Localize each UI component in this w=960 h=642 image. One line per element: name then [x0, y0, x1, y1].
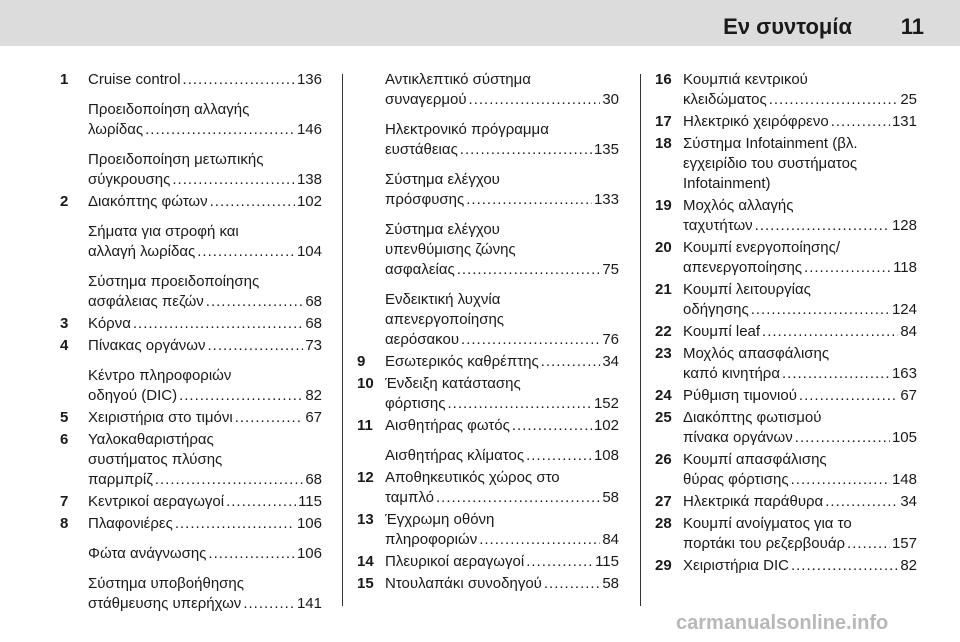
index-entry: [60, 222, 322, 262]
index-entry: [60, 544, 322, 564]
entry-label: ασφαλείας: [385, 261, 455, 278]
entry-label: ταχυτήτων: [683, 217, 753, 234]
entry-reference-line: [88, 514, 322, 534]
entry-reference-line: [683, 556, 917, 576]
entry-label: πρόσφυσης: [385, 191, 465, 208]
page-reference[interactable]: 68: [305, 293, 322, 310]
entry-text-line: Κέντρο πληροφοριών: [88, 367, 232, 384]
entry-text-line: Κουμπί ενεργοποίησης/: [683, 239, 841, 256]
page-reference[interactable]: 30: [602, 91, 619, 108]
entry-text-line: Κουμπί ανοίγματος για το: [683, 515, 852, 532]
entry-reference-line: [683, 216, 917, 236]
entry-reference-line: [88, 314, 322, 334]
entry-label: πορτάκι του ρεζερβουάρ: [683, 535, 846, 552]
index-entry: [655, 112, 917, 132]
page-reference[interactable]: 82: [305, 387, 322, 404]
dot-leader: [799, 386, 898, 406]
index-entry: [655, 386, 917, 406]
page-reference[interactable]: 84: [900, 323, 917, 340]
page-reference[interactable]: 138: [296, 171, 322, 188]
dot-leader: [206, 292, 304, 312]
item-number: 15: [357, 575, 374, 592]
entry-label: θύρας φόρτισης: [683, 471, 789, 488]
dot-leader: [447, 394, 591, 414]
entry-reference-line: [683, 90, 917, 110]
entry-reference-line: [88, 120, 322, 140]
item-number: 24: [655, 387, 672, 404]
page-reference[interactable]: 34: [602, 353, 619, 370]
dot-leader: [207, 336, 303, 356]
entry-text-line: Αποθηκευτικός χώρος στο: [385, 469, 560, 486]
entry-label: Φώτα ανάγνωσης: [88, 545, 207, 562]
entry-text-line: Σύστημα ελέγχου: [385, 171, 500, 188]
entry-text-line: Ηλεκτρονικό πρόγραμμα: [385, 121, 549, 138]
dot-leader: [769, 90, 899, 110]
index-entry: [357, 574, 619, 594]
index-entry: [655, 492, 917, 512]
entry-reference-line: [683, 492, 917, 512]
page-reference[interactable]: 25: [900, 91, 917, 108]
dot-leader: [755, 216, 890, 236]
dot-leader: [791, 470, 890, 490]
entry-label: αερόσακου: [385, 331, 460, 348]
item-number: 5: [60, 409, 69, 426]
dot-leader: [145, 120, 295, 140]
dot-leader: [466, 190, 592, 210]
item-number: 9: [357, 353, 366, 370]
entry-reference-line: [683, 534, 917, 554]
item-number: 10: [357, 375, 374, 392]
item-number: 12: [357, 469, 374, 486]
dot-leader: [795, 428, 890, 448]
page-reference[interactable]: 148: [891, 471, 917, 488]
item-number: 19: [655, 197, 672, 214]
entry-reference-line: [385, 260, 619, 280]
index-entry: [60, 574, 322, 614]
dot-leader: [172, 170, 295, 190]
entry-text-line: Σύστημα προειδοποίησης: [88, 273, 260, 290]
entry-text-line: εγχειρίδιο του συστήματος: [683, 155, 858, 172]
dot-leader: [762, 322, 898, 342]
entry-reference-line: [683, 258, 917, 278]
dot-leader: [183, 70, 295, 90]
index-entry: [357, 510, 619, 550]
entry-reference-line: [683, 470, 917, 490]
entry-label: κλειδώματος: [683, 91, 767, 108]
dot-leader: [235, 408, 304, 428]
item-number: 21: [655, 281, 672, 298]
index-entry: [357, 446, 619, 466]
dot-leader: [526, 446, 592, 466]
dot-leader: [782, 364, 890, 384]
index-entry: [60, 314, 322, 334]
entry-label: πληροφοριών: [385, 531, 478, 548]
page-reference[interactable]: 152: [593, 395, 619, 412]
entry-reference-line: [683, 112, 917, 132]
entry-reference-line: [88, 170, 322, 190]
entry-label: στάθμευσης υπερήχων: [88, 595, 242, 612]
entry-label: οδηγού (DIC): [88, 387, 178, 404]
index-entry: [357, 416, 619, 436]
entry-text-line: Διακόπτης φωτισμού: [683, 409, 822, 426]
item-number: 27: [655, 493, 672, 510]
entry-text-line: συστήματος πλύσης: [88, 451, 223, 468]
page-reference[interactable]: 73: [305, 337, 322, 354]
dot-leader: [791, 556, 898, 576]
index-entry: [655, 408, 917, 448]
entry-reference-line: [683, 322, 917, 342]
item-number: 13: [357, 511, 374, 528]
page-reference[interactable]: 102: [593, 417, 619, 434]
dot-leader: [210, 192, 295, 212]
entry-label: Αισθητήρας κλίματος: [385, 447, 525, 464]
entry-label: απενεργοποίησης: [683, 259, 803, 276]
entry-reference-line: [683, 428, 917, 448]
item-number: 20: [655, 239, 672, 256]
entry-reference-line: [88, 386, 322, 406]
dot-leader: [457, 260, 601, 280]
entry-reference-line: [88, 70, 322, 90]
item-number: 3: [60, 315, 69, 332]
page-reference[interactable]: 146: [296, 121, 322, 138]
entry-label: οδήγησης: [683, 301, 749, 318]
entry-label: αλλαγή λωρίδας: [88, 243, 196, 260]
page-reference[interactable]: 75: [602, 261, 619, 278]
index-entry: [655, 196, 917, 236]
entry-reference-line: [385, 352, 619, 372]
entry-reference-line: [683, 386, 917, 406]
page-title: Εν συντομία: [723, 14, 852, 39]
entry-label: ασφάλειας πεζών: [88, 293, 204, 310]
entry-label: Πλευρικοί αεραγωγοί: [385, 553, 525, 570]
index-entry: [60, 70, 322, 90]
entry-label: φόρτισης: [385, 395, 446, 412]
index-entry: [655, 280, 917, 320]
page-reference[interactable]: 105: [891, 429, 917, 446]
entry-label: ευστάθειας: [385, 141, 458, 158]
dot-leader: [751, 300, 890, 320]
page-reference[interactable]: 106: [296, 515, 322, 532]
entry-reference-line: [385, 190, 619, 210]
entry-label: Ρύθμιση τιμονιού: [683, 387, 797, 404]
entry-label: σύγκρουσης: [88, 171, 171, 188]
item-number: 25: [655, 409, 672, 426]
page-number: 11: [900, 14, 924, 39]
dot-leader: [469, 90, 601, 110]
item-number: 2: [60, 193, 69, 210]
entry-reference-line: [683, 300, 917, 320]
entry-label: Πλαφονιέρες: [88, 515, 173, 532]
entry-text-line: Κουμπί απασφάλισης: [683, 451, 827, 468]
entry-text-line: Σύστημα ελέγχου: [385, 221, 500, 238]
entry-reference-line: [385, 488, 619, 508]
entry-label: Ηλεκτρικά παράθυρα: [683, 493, 824, 510]
page-reference[interactable]: 136: [296, 71, 322, 88]
entry-text-line: Προειδοποίηση μετωπικής: [88, 151, 264, 168]
dot-leader: [804, 258, 891, 278]
index-entry: [60, 430, 322, 490]
entry-reference-line: [385, 394, 619, 414]
index-entry: [357, 352, 619, 372]
page-reference[interactable]: 115: [595, 553, 619, 570]
entry-label: Αισθητήρας φωτός: [385, 417, 510, 434]
entry-reference-line: [385, 140, 619, 160]
entry-label: παρμπρίζ: [88, 471, 153, 488]
index-entry: [655, 238, 917, 278]
index-entry: [357, 374, 619, 414]
entry-label: Χειριστήρια DIC: [683, 557, 789, 574]
item-number: 14: [357, 553, 374, 570]
dot-leader: [243, 594, 295, 614]
entry-reference-line: [385, 552, 619, 572]
dot-leader: [226, 492, 296, 512]
entry-label: Χειριστήρια στο τιμόνι: [88, 409, 233, 426]
page-reference[interactable]: 133: [593, 191, 619, 208]
entry-text-line: Έγχρωμη οθόνη: [385, 511, 495, 528]
entry-reference-line: [88, 292, 322, 312]
entry-reference-line: [385, 446, 619, 466]
entry-text-line: Αντικλεπτικό σύστημα: [385, 71, 531, 88]
page-reference[interactable]: 163: [891, 365, 917, 382]
dot-leader: [544, 574, 600, 594]
page-reference[interactable]: 104: [296, 243, 322, 260]
entry-label: καπό κινητήρα: [683, 365, 780, 382]
entry-reference-line: [385, 574, 619, 594]
index-entry: [357, 120, 619, 160]
dot-leader: [847, 534, 890, 554]
index-entry: [60, 150, 322, 190]
entry-text-line: Σύστημα υποβοήθησης: [88, 575, 244, 592]
entry-text-line: Infotainment): [683, 175, 771, 192]
index-column-1: [60, 70, 322, 614]
page-reference[interactable]: 141: [296, 595, 322, 612]
dot-leader: [526, 552, 593, 572]
index-column-2: [357, 70, 619, 594]
index-entry: [60, 366, 322, 406]
page-reference[interactable]: 124: [891, 301, 917, 318]
dot-leader: [825, 492, 898, 512]
entry-text-line: απενεργοποίησης: [385, 311, 505, 328]
index-entry: [357, 552, 619, 572]
entry-reference-line: [88, 544, 322, 564]
item-number: 17: [655, 113, 672, 130]
watermark: carmanualsonline.info: [676, 612, 889, 634]
index-entry: [357, 220, 619, 280]
page-reference[interactable]: 157: [891, 535, 917, 552]
entry-label: Cruise control: [88, 71, 181, 88]
item-number: 11: [357, 417, 373, 434]
page-reference[interactable]: 128: [891, 217, 917, 234]
index-entry: [60, 492, 322, 512]
index-entry: [655, 514, 917, 554]
index-column-3: [655, 70, 917, 576]
entry-reference-line: [683, 364, 917, 384]
item-number: 7: [60, 493, 69, 510]
entry-reference-line: [88, 594, 322, 614]
item-number: 4: [60, 337, 69, 354]
dot-leader: [175, 514, 295, 534]
entry-text-line: υπενθύμισης ζώνης: [385, 241, 516, 258]
dot-leader: [460, 140, 592, 160]
entry-label: Διακόπτης φώτων: [88, 193, 208, 210]
dot-leader: [831, 112, 890, 132]
entry-label: Κόρνα: [88, 315, 131, 332]
page-reference[interactable]: 115: [298, 493, 322, 510]
entry-label: Ηλεκτρικό χειρόφρενο: [683, 113, 829, 130]
entry-text-line: Μοχλός αλλαγής: [683, 197, 794, 214]
page-reference[interactable]: 131: [891, 113, 917, 130]
page-reference[interactable]: 68: [305, 471, 322, 488]
page-reference[interactable]: 102: [296, 193, 322, 210]
dot-leader: [155, 470, 304, 490]
item-number: 29: [655, 557, 672, 574]
item-number: 1: [60, 71, 69, 88]
item-number: 16: [655, 71, 672, 88]
page-reference[interactable]: 58: [602, 489, 619, 506]
entry-reference-line: [385, 530, 619, 550]
index-entry: [60, 408, 322, 428]
entry-label: πίνακα οργάνων: [683, 429, 793, 446]
entry-reference-line: [88, 242, 322, 262]
index-entry: [357, 70, 619, 110]
item-number: 23: [655, 345, 672, 362]
dot-leader: [179, 386, 303, 406]
index-entry: [60, 514, 322, 534]
entry-label: Πίνακας οργάνων: [88, 337, 206, 354]
dot-leader: [541, 352, 601, 372]
column-divider: [342, 74, 343, 606]
entry-reference-line: [385, 416, 619, 436]
entry-label: Κουμπί leaf: [683, 323, 761, 340]
page-reference[interactable]: 84: [602, 531, 619, 548]
dot-leader: [208, 544, 295, 564]
index-entry: [357, 170, 619, 210]
page-reference[interactable]: 76: [602, 331, 619, 348]
entry-label: Κεντρικοί αεραγωγοί: [88, 493, 225, 510]
dot-leader: [461, 330, 600, 350]
dot-leader: [436, 488, 600, 508]
item-number: 22: [655, 323, 672, 340]
index-entry: [60, 272, 322, 312]
entry-reference-line: [88, 492, 322, 512]
entry-text-line: Ενδεικτική λυχνία: [385, 291, 501, 308]
dot-leader: [197, 242, 295, 262]
item-number: 26: [655, 451, 672, 468]
item-number: 28: [655, 515, 672, 532]
entry-text-line: Σύστημα Infotainment (βλ.: [683, 135, 858, 152]
index-entry: [655, 450, 917, 490]
page-header: [0, 0, 960, 46]
item-number: 8: [60, 515, 69, 532]
page-reference[interactable]: 135: [593, 141, 619, 158]
index-entry: [655, 322, 917, 342]
entry-label: ταμπλό: [385, 489, 434, 506]
index-entry: [655, 134, 917, 194]
dot-leader: [512, 416, 592, 436]
entry-reference-line: [88, 336, 322, 356]
entry-label: Εσωτερικός καθρέπτης: [385, 353, 539, 370]
entry-text-line: Υαλοκαθαριστήρας: [88, 431, 214, 448]
entry-reference-line: [385, 330, 619, 350]
index-entry: [655, 344, 917, 384]
index-entry: [655, 70, 917, 110]
index-entry: [60, 192, 322, 212]
dot-leader: [133, 314, 303, 334]
entry-reference-line: [88, 408, 322, 428]
entry-text-line: Κουμπί λειτουργίας: [683, 281, 811, 298]
entry-label: Ντουλαπάκι συνοδηγού: [385, 575, 542, 592]
index-entry: [60, 336, 322, 356]
entry-label: λωρίδας: [88, 121, 144, 138]
dot-leader: [479, 530, 600, 550]
page-reference[interactable]: 58: [602, 575, 619, 592]
page-reference[interactable]: 68: [305, 315, 322, 332]
page-reference[interactable]: 34: [900, 493, 917, 510]
item-number: 6: [60, 431, 69, 448]
index-entry: [60, 100, 322, 140]
index-entry: [655, 556, 917, 576]
entry-reference-line: [385, 90, 619, 110]
page-reference[interactable]: 108: [593, 447, 619, 464]
item-number: 18: [655, 135, 672, 152]
entry-reference-line: [88, 192, 322, 212]
index-entry: [357, 468, 619, 508]
page-reference[interactable]: 67: [900, 387, 917, 404]
entry-text-line: Ένδειξη κατάστασης: [385, 375, 521, 392]
entry-text-line: Κουμπιά κεντρικού: [683, 71, 808, 88]
column-divider: [640, 74, 641, 606]
entry-text-line: Μοχλός απασφάλισης: [683, 345, 830, 362]
entry-text-line: Προειδοποίηση αλλαγής: [88, 101, 250, 118]
page-reference[interactable]: 82: [900, 557, 917, 574]
index-entry: [357, 290, 619, 350]
page-reference[interactable]: 67: [305, 409, 322, 426]
entry-reference-line: [88, 470, 322, 490]
page-reference[interactable]: 118: [893, 259, 917, 276]
entry-label: συναγερμού: [385, 91, 467, 108]
entry-text-line: Σήματα για στροφή και: [88, 223, 239, 240]
page-reference[interactable]: 106: [296, 545, 322, 562]
